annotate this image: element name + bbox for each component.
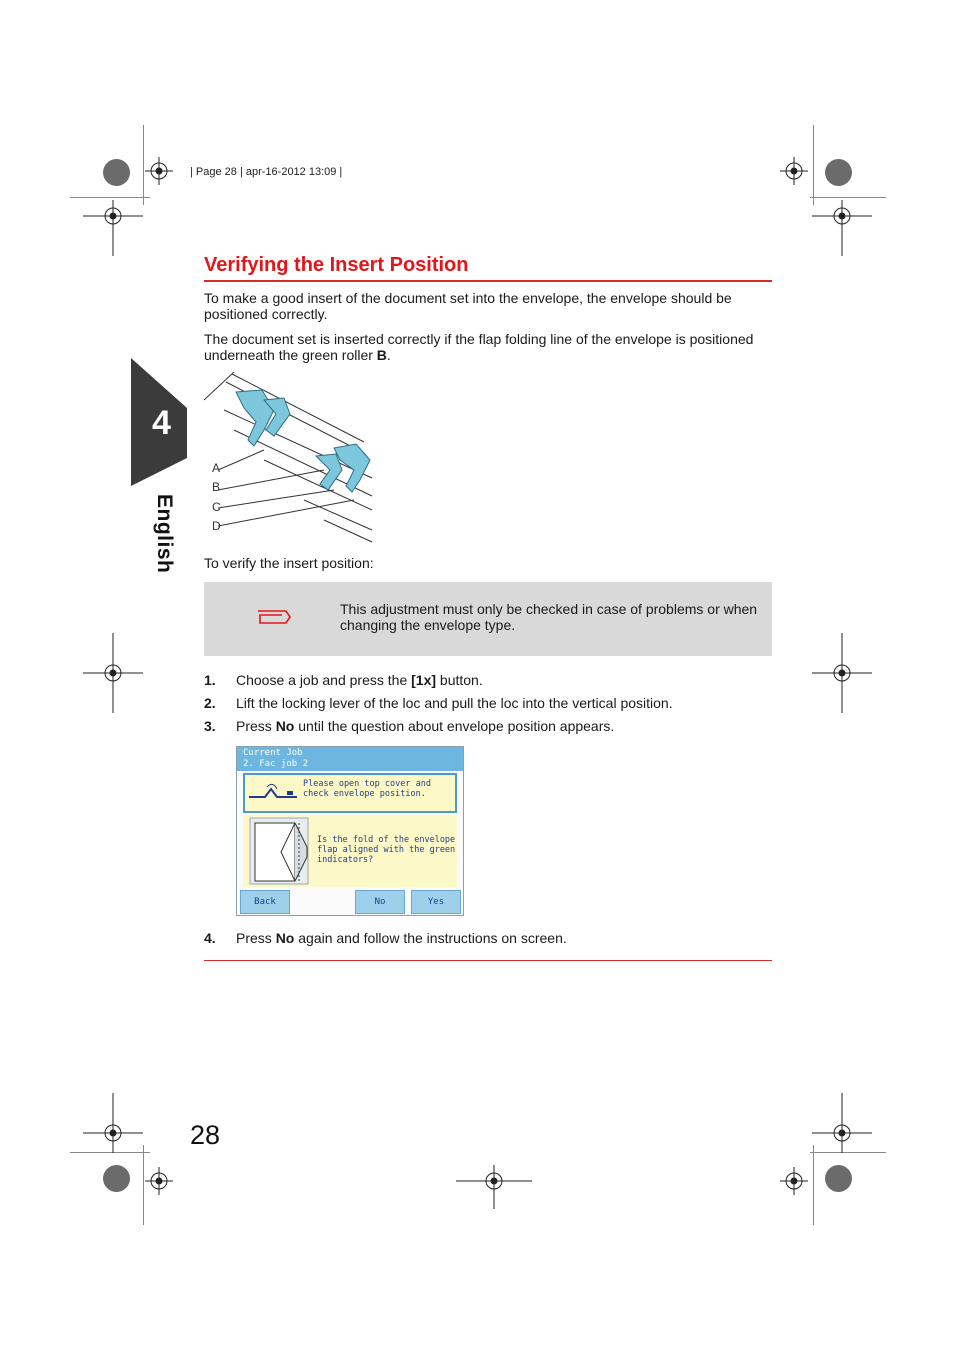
verify-intro: To verify the insert position: bbox=[204, 555, 374, 571]
screen-question-text: Is the fold of the envelope flap aligned with the green indicators? bbox=[317, 835, 456, 865]
intro-paragraph-2: The document set is inserted correctly if the flap folding line of the envelope is positioned underneath the green roller B. bbox=[204, 331, 754, 363]
intro-paragraph-1: To make a good insert of the document set into the envelope, the envelope should be positioned correctly. bbox=[204, 290, 732, 322]
section-end-rule bbox=[204, 960, 772, 961]
screen-question-area bbox=[243, 815, 457, 887]
chapter-number: 4 bbox=[152, 404, 171, 442]
yes-button[interactable]: Yes bbox=[411, 890, 461, 914]
figure-label-b: B bbox=[212, 480, 221, 494]
insert-mechanism-figure bbox=[204, 370, 376, 544]
section-title: Verifying the Insert Position bbox=[204, 254, 469, 276]
figure-label-c: C bbox=[212, 500, 221, 514]
screen-title: Current Job bbox=[243, 748, 303, 758]
language-label: English bbox=[153, 494, 176, 574]
note-text: This adjustment must only be checked in case of problems or when changing the envelope type. bbox=[340, 601, 758, 633]
device-screen bbox=[236, 746, 464, 916]
figure-label-a: A bbox=[212, 461, 221, 475]
note-box bbox=[204, 582, 772, 656]
paperclip-icon bbox=[256, 607, 292, 627]
page-number: 28 bbox=[190, 1120, 221, 1150]
envelope-flap-icon bbox=[249, 817, 309, 885]
envelope-path-icon bbox=[247, 783, 301, 805]
screen-header bbox=[237, 747, 463, 771]
screen-job-name: 2. Fac job 2 bbox=[243, 759, 309, 769]
figure-label-d: D bbox=[212, 519, 221, 533]
back-button[interactable]: Back bbox=[240, 890, 290, 914]
no-button[interactable]: No bbox=[355, 890, 405, 914]
screen-message-text: Please open top cover and check envelope position. bbox=[303, 779, 431, 799]
print-info-header: | Page 28 | apr-16-2012 13:09 | bbox=[190, 166, 343, 178]
screen-message-box bbox=[243, 773, 457, 813]
title-underline bbox=[204, 280, 772, 282]
